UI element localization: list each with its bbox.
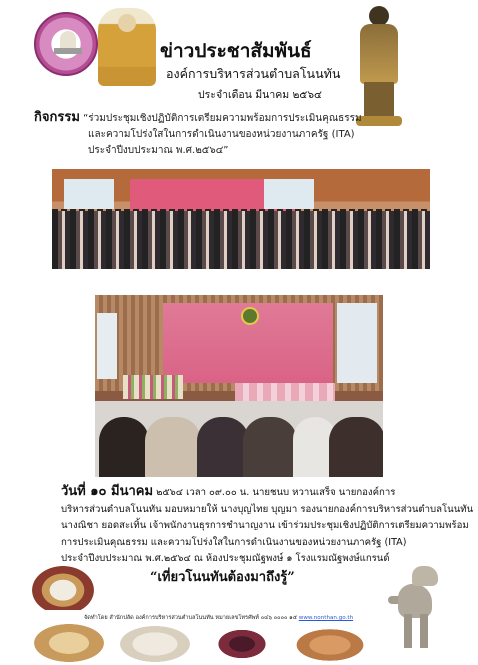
tourism-slogan: “เที่ยวโนนทันต้องมาถึงรู้” bbox=[150, 570, 295, 585]
crowd-bodies bbox=[52, 211, 430, 269]
event-date: วันที่ ๑๐ มีนาคม bbox=[61, 484, 154, 499]
local-product-photo bbox=[294, 628, 366, 662]
details-text-4: การประเมินคุณธรรม และความโปร่งใสในการดำเนินงานของหน่วยงานภาครัฐ (ITA) bbox=[61, 536, 407, 548]
warrior-legs-shape bbox=[364, 82, 394, 120]
projector-screen-left bbox=[97, 313, 117, 379]
dinosaur-body-shape bbox=[398, 584, 432, 618]
local-product-photo bbox=[120, 626, 190, 662]
emblem-icon bbox=[241, 307, 259, 325]
details-text-1: ๒๕๖๔ เวลา ๐๙.๐๐ น. นายชนบ หวานเสร็จ นายกองค์การ bbox=[156, 487, 396, 498]
meeting-photo bbox=[95, 295, 383, 477]
logo-base-icon bbox=[54, 48, 82, 54]
flower-arrangement bbox=[123, 375, 183, 399]
audience-member bbox=[99, 417, 149, 477]
group-photo bbox=[52, 169, 430, 269]
details-text-2: บริหารส่วนตำบลโนนทัน มอบหมายให้ นางบุญไทย บุญมา รองนายกองค์การบริหารส่วนตำบลโนนทัน bbox=[61, 503, 474, 515]
warrior-base-shape bbox=[356, 116, 402, 126]
projector-screen-right bbox=[264, 179, 314, 209]
warrior-statue-image bbox=[348, 6, 410, 128]
dinosaur-head-shape bbox=[412, 566, 438, 586]
activity-text-2: และความโปร่งใสในการดำเนินงานของหน่วยงานภาครัฐ (ITA) bbox=[88, 129, 355, 140]
footer-credit bbox=[84, 614, 353, 622]
activity-section bbox=[34, 110, 362, 159]
issue-date: ประจำเดือน มีนาคม ๒๕๖๔ bbox=[198, 89, 322, 101]
audience-member bbox=[197, 417, 249, 477]
details-text-3: นางณิชา ยอดสะเทิ้น เจ้าพนักงานธุรการชำนาญงาน เข้าร่วมประชุมเชิงปฏิบัติการเตรียมความพร้อม bbox=[61, 520, 469, 531]
dinosaur-leg-shape bbox=[404, 614, 412, 648]
audience-member bbox=[145, 417, 201, 477]
audience-member bbox=[243, 417, 297, 477]
activity-text-1: “ร่วมประชุมเชิงปฏิบัติการเตรียมความพร้อมการประเมินคุณธรรม bbox=[83, 113, 362, 124]
newsletter-title: ข่าวประชาสัมพันธ์ bbox=[160, 40, 312, 62]
activity-label: กิจกรรม bbox=[34, 110, 80, 125]
dinosaur-leg-shape bbox=[420, 614, 428, 648]
monk-head-shape bbox=[118, 14, 136, 32]
local-product-photo bbox=[32, 566, 94, 610]
event-details bbox=[61, 484, 474, 568]
dinosaur-statue-image bbox=[388, 562, 448, 654]
activity-line-1 bbox=[34, 110, 362, 127]
local-product-photo bbox=[212, 626, 272, 662]
organization-name: องค์การบริหารส่วนตำบลโนนทัน bbox=[166, 66, 341, 81]
local-product-photo bbox=[34, 624, 104, 662]
audience-member bbox=[329, 417, 383, 477]
organization-logo bbox=[34, 12, 98, 76]
head-table bbox=[235, 383, 335, 403]
warrior-body-shape bbox=[360, 24, 398, 84]
details-line-1 bbox=[61, 484, 441, 502]
monk-statue-image bbox=[98, 8, 156, 86]
projector-screen-left bbox=[64, 179, 114, 209]
website-link[interactable]: www.nonthan.go.th bbox=[298, 615, 354, 621]
projector-screen-right bbox=[337, 303, 377, 383]
details-text-5: ประจำปีงบประมาณ พ.ศ.๒๕๖๔ ณ ห้องประชุมณัฐพงษ์ ๑ โรงแรมณัฐพงษ์แกรนด์ bbox=[61, 553, 390, 564]
warrior-head-shape bbox=[369, 6, 389, 26]
activity-text-3: ประจำปีงบประมาณ พ.ศ.๒๕๖๔” bbox=[88, 145, 229, 156]
footer-text: จัดทำโดย สำนักปลัด องค์การบริหารส่วนตำบลโนนทัน หมายเลขโทรศัพท์ ๐๔๖ ๐๐๐๐ ๑๕ bbox=[84, 615, 297, 621]
